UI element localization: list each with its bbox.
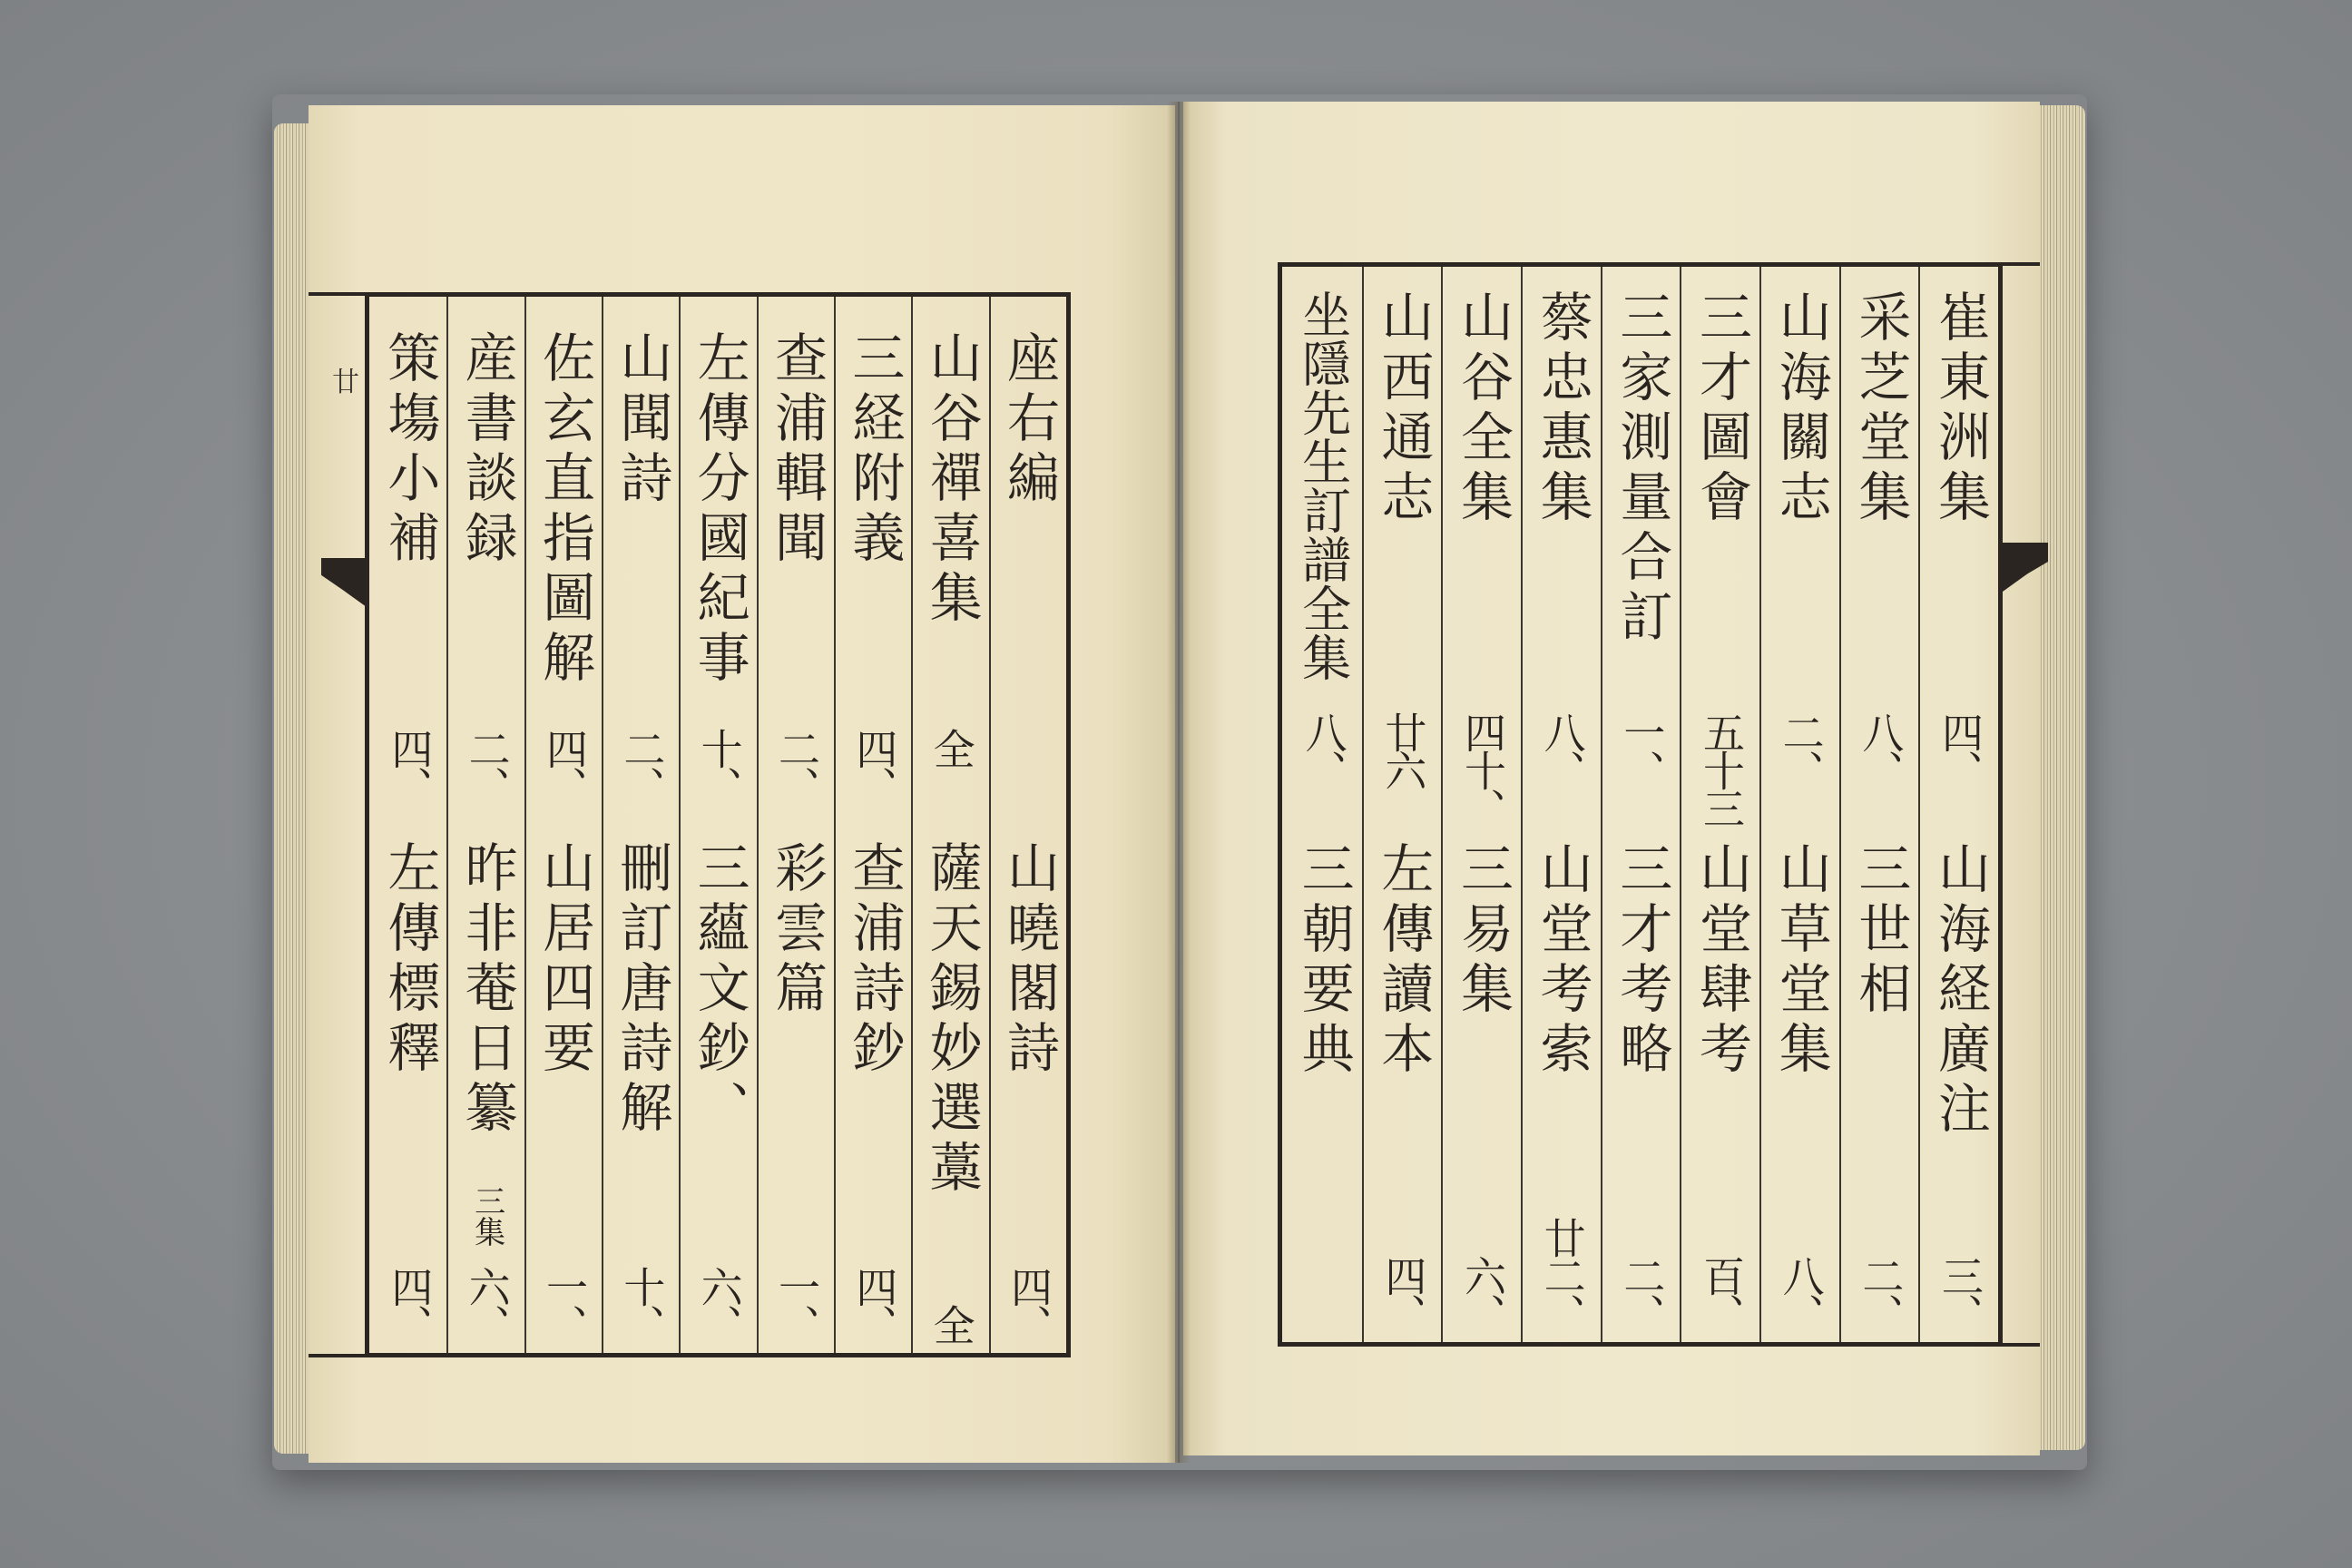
right-page — [1183, 102, 2040, 1455]
catalog-column — [1839, 267, 1919, 1342]
book-title: 山堂考索 — [1531, 841, 1593, 1081]
volume-count: 二、 — [1856, 1255, 1906, 1331]
book-title: 左傳讀本 — [1372, 841, 1435, 1081]
book-title: 三経附義 — [843, 330, 906, 570]
book-title: 刪訂唐詩解 — [611, 840, 673, 1140]
book-title: 山谷全集 — [1452, 289, 1514, 529]
volume-count: 五十三 — [1697, 711, 1746, 826]
left-page — [309, 105, 1175, 1463]
book-title: 山海経廣注 — [1929, 841, 1991, 1141]
book-title: 崔東洲集 — [1929, 289, 1991, 529]
book-title: 山谷禪喜集 — [920, 330, 983, 630]
fish-tail-mark — [2003, 543, 2048, 595]
book-title: 佐玄直指圖解 — [534, 330, 595, 690]
catalog-column — [1680, 267, 1759, 1342]
volume-count: 四、 — [849, 728, 899, 804]
catalog-column — [1441, 267, 1521, 1342]
volume-count: 廿二、 — [1537, 1217, 1587, 1331]
volume-count: 二、 — [1776, 711, 1826, 788]
catalog-column — [679, 297, 756, 1353]
catalog-column — [834, 297, 911, 1353]
book-title: 山聞詩 — [611, 330, 673, 510]
volume-count: 四、 — [540, 728, 589, 804]
catalog-column — [1521, 267, 1601, 1342]
book-title: 三世相 — [1849, 841, 1912, 1021]
catalog-column — [369, 297, 446, 1353]
volume-count: 十、 — [694, 728, 744, 804]
volume-count: 廿六 — [1378, 711, 1428, 788]
book-title: 采芝堂集 — [1849, 289, 1912, 529]
book-title: 薩天錫妙選藁 — [920, 840, 983, 1200]
volume-count: 四、 — [849, 1266, 899, 1342]
book-title: 昨非菴日纂 — [456, 840, 518, 1140]
book-title: 三易集 — [1452, 841, 1514, 1021]
catalog-column — [1918, 267, 1998, 1342]
book-title: 三家測量合訂 — [1611, 289, 1673, 649]
volume-count: 二、 — [462, 728, 512, 804]
catalog-column — [757, 297, 834, 1353]
book-title: 座右編 — [998, 330, 1060, 510]
catalog-column — [1601, 267, 1681, 1342]
volume-count: 八、 — [1776, 1255, 1826, 1331]
volume-count: 四、 — [1936, 711, 1984, 788]
volume-count: 六、 — [1458, 1255, 1507, 1331]
book-title: 策塲小補 — [378, 330, 441, 570]
frame-top-rule-extension — [309, 292, 367, 296]
volume-count: 八、 — [1856, 711, 1906, 788]
volume-count: 二、 — [772, 728, 821, 804]
frame-top-rule-extension — [2000, 262, 2040, 266]
volume-count: 八、 — [1537, 711, 1587, 788]
volume-count: 二、 — [617, 728, 667, 804]
book-title: 左傳標釋 — [378, 840, 441, 1080]
volume-count: 四十、 — [1458, 711, 1507, 826]
catalog-column — [911, 297, 988, 1353]
catalog-column — [1282, 267, 1362, 1342]
book-title: 蔡忠惠集 — [1531, 289, 1593, 529]
volume-count: 四、 — [385, 1266, 435, 1342]
volume-count: 四、 — [1004, 1266, 1054, 1342]
volume-count: 六、 — [694, 1266, 744, 1342]
book-title: 産書談録 — [456, 330, 518, 570]
book-title: 三蘊文鈔、 — [688, 840, 750, 1140]
volume-count: 全 — [926, 728, 976, 766]
volume-count: 全 — [926, 1304, 976, 1342]
book-title: 查浦詩鈔 — [843, 840, 906, 1080]
book-title: 三朝要典 — [1292, 841, 1355, 1081]
volume-count: 一、 — [1617, 711, 1667, 788]
frame-bottom-rule-extension — [2000, 1343, 2040, 1347]
frame-bottom-rule-extension — [309, 1354, 367, 1357]
left-page-frame — [365, 292, 1071, 1357]
book-title: 山西通志 — [1372, 289, 1435, 529]
book-title: 左傳分國紀事 — [688, 330, 750, 690]
volume-count: 四、 — [385, 728, 435, 804]
book-title: 山曉閣詩 — [998, 840, 1060, 1080]
book-title: 三才圖會 — [1690, 289, 1752, 529]
book-title: 三才考略 — [1611, 841, 1673, 1081]
right-page-frame — [1278, 262, 2003, 1347]
book-title: 山居四要 — [534, 840, 595, 1080]
volume-count: 八、 — [1298, 711, 1348, 788]
book-title: 山堂肆考 — [1690, 841, 1752, 1081]
fish-tail-mark — [321, 558, 367, 611]
annotation-note: 三集 — [468, 1185, 505, 1247]
book-title: 彩雲篇 — [766, 840, 828, 1020]
volume-count: 十、 — [617, 1266, 667, 1342]
catalog-column — [524, 297, 602, 1353]
volume-count: 一、 — [772, 1266, 821, 1342]
catalog-column — [446, 297, 524, 1353]
volume-count: 三、 — [1936, 1255, 1984, 1331]
catalog-column — [1759, 267, 1839, 1342]
catalog-column — [989, 297, 1066, 1353]
volume-count: 四、 — [1378, 1255, 1428, 1331]
volume-count: 百、 — [1697, 1255, 1746, 1331]
catalog-column — [602, 297, 679, 1353]
book-title: 坐隱先生訂譜全集 — [1294, 289, 1352, 681]
catalog-column — [1362, 267, 1442, 1342]
book-gutter — [1167, 102, 1191, 1463]
folio-number: 廿 — [332, 367, 359, 398]
volume-count: 六、 — [462, 1266, 512, 1342]
book-title: 查浦輯聞 — [766, 330, 828, 570]
book-title: 山草堂集 — [1769, 841, 1832, 1081]
volume-count: 一、 — [540, 1266, 589, 1342]
book-title: 山海關志 — [1769, 289, 1832, 529]
volume-count: 二、 — [1617, 1255, 1667, 1331]
